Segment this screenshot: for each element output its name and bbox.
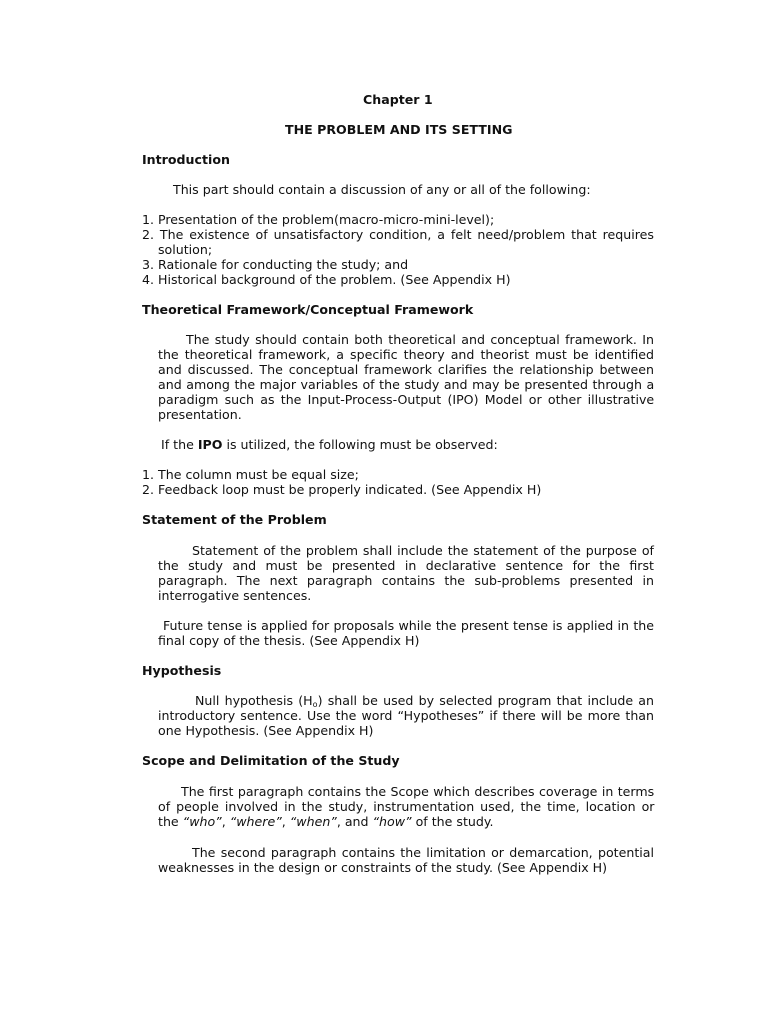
scope-text: , <box>281 814 290 829</box>
statement-heading: Statement of the Problem <box>142 512 327 527</box>
introduction-item-4: 4. Historical background of the problem. (See Appendix H) <box>142 272 511 287</box>
scope-paragraph-last-line <box>158 814 494 829</box>
scope-paragraph-line: The first paragraph contains the Scope which describes coverage in terms <box>181 784 655 799</box>
scope-text: , and <box>336 814 373 829</box>
statement-paragraph-line: interrogative sentences. <box>158 588 312 603</box>
ipo-sentence <box>161 437 498 452</box>
scope-how: “how” <box>372 814 412 829</box>
introduction-item-1: 1. Presentation of the problem(macro-micro-mini-level); <box>142 212 495 227</box>
scope-text: the <box>158 814 183 829</box>
scope-text: of the study. <box>411 814 494 829</box>
introduction-item-2-continued: solution; <box>158 242 213 257</box>
scope-limitation-line: weaknesses in the design or constraints of the study. (See Appendix H) <box>158 860 608 875</box>
ipo-sentence-post: is utilized, the following must be observed: <box>222 437 498 452</box>
hypothesis-line-1 <box>195 693 654 709</box>
introduction-lead: This part should contain a discussion of any or all of the following: <box>173 182 591 197</box>
introduction-item-3: 3. Rationale for conducting the study; and <box>142 257 409 272</box>
statement-paragraph-line: Statement of the problem shall include the statement of the purpose of <box>192 543 654 558</box>
scope-when: “when” <box>289 814 337 829</box>
hypothesis-heading: Hypothesis <box>142 663 222 678</box>
statement-paragraph-line: the study and must be presented in declarative sentence for the first <box>158 558 654 573</box>
statement-paragraph-line: paragraph. The next paragraph contains the sub-problems presented in <box>158 573 654 588</box>
statement-tense-line: final copy of the thesis. (See Appendix H) <box>158 633 420 648</box>
framework-item-1: 1. The column must be equal size; <box>142 467 359 482</box>
hypothesis-line-1-pre: Null hypothesis (H <box>195 693 313 708</box>
introduction-item-2: 2. The existence of unsatisfactory condition, a felt need/problem that requires <box>142 227 654 242</box>
chapter-title: THE PROBLEM AND ITS SETTING <box>285 122 513 137</box>
framework-paragraph-line: and discussed. The conceptual framework clarifies the relationship between <box>158 362 654 377</box>
hypothesis-line: introductory sentence. Use the word “Hypotheses” if there will be more than <box>158 708 654 723</box>
framework-paragraph-line: presentation. <box>158 407 242 422</box>
framework-paragraph-line: the theoretical framework, a specific theory and theorist must be identified <box>158 347 654 362</box>
hypothesis-subscript: o <box>312 700 318 709</box>
statement-tense-line: Future tense is applied for proposals while the present tense is applied in the <box>163 618 654 633</box>
scope-who: “who” <box>182 814 222 829</box>
ipo-term: IPO <box>197 437 223 452</box>
framework-heading: Theoretical Framework/Conceptual Framework <box>142 302 474 317</box>
hypothesis-line: one Hypothesis. (See Appendix H) <box>158 723 374 738</box>
framework-paragraph-line: and among the major variables of the study and may be presented through a <box>158 377 655 392</box>
scope-paragraph-line: of people involved in the study, instrumentation used, the time, location or <box>158 799 655 814</box>
ipo-sentence-pre: If the <box>161 437 198 452</box>
hypothesis-line-1-post: ) shall be used by selected program that include an <box>317 693 654 708</box>
scope-heading: Scope and Delimitation of the Study <box>142 753 400 768</box>
framework-paragraph-line: The study should contain both theoretical and conceptual framework. In <box>186 332 654 347</box>
chapter-label: Chapter 1 <box>363 92 433 107</box>
scope-text: , <box>221 814 230 829</box>
framework-item-2: 2. Feedback loop must be properly indicated. (See Appendix H) <box>142 482 542 497</box>
framework-paragraph-line: paradigm such as the Input-Process-Output (IPO) Model or other illustrative <box>158 392 655 407</box>
scope-limitation-line: The second paragraph contains the limitation or demarcation, potential <box>192 845 654 860</box>
scope-where: “where” <box>229 814 282 829</box>
introduction-heading: Introduction <box>142 152 230 167</box>
